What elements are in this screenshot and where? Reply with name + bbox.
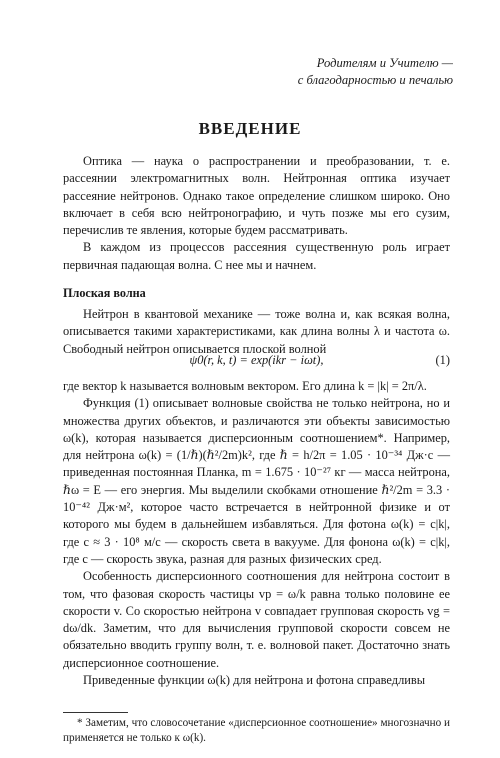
section-heading: Плоская волна (63, 286, 146, 300)
equation-row (63, 353, 450, 373)
equation-number: (1) (435, 353, 450, 367)
section-paragraph-4: Особенность дисперсионного соотношения для нейтрона состоит в том, что фазовая скорость частицы vp = ω/k равна только половине ее скорости v. Со скоростью нейтрона v совпадает групповая скорость vg = dω/dk. Заметим, что для вычисления групповой скорости совсем не обязательно вводить группу волн, т. е. волновой пакет. Достаточно знать дисперсионное соотношение. (63, 569, 450, 670)
equation: ψ0(r, k, t) = exp(ikr − iωt), (189, 353, 324, 367)
section-paragraph-1: Нейтрон в квантовой механике — тоже волна и, как всякая волна, описывается такими характеристиками, как длина волны λ и частота ω. Свободный нейтрон описывается плоской волной (63, 307, 450, 356)
intro-paragraph-2: В каждом из процессов рассеяния существенную роль играет первичная падающая волна. С нее мы и начнем. (63, 240, 450, 272)
section-text-top (63, 306, 450, 358)
footnote (63, 716, 450, 746)
intro-paragraph-1: Оптика — наука о распространении и преобразовании, т. е. рассеянии электромагнитных волн. Нейтронная оптика изучает рассеяние нейтронов. Однако такое определение слишком широко. Оно включает в себя всю нейтронографию, и чуть позже мы его сузим, перечислив те явления, которые будем рассматривать. (63, 154, 450, 238)
section-paragraph-5: Приведенные функции ω(k) для нейтрона и фотона справедливы (83, 673, 426, 688)
section-paragraph-2: где вектор k называется волновым вектором. Его длина k = |k| = 2π/λ. (63, 379, 427, 393)
section-paragraph-3: Функция (1) описывает волновые свойства не только нейтрона, но и множества других объектов, и различаются эти объекты зависимостью ω(k), которая называется дисперсионным соотношением*. Например, для нейтрона ω(k) = (1/ℏ)(ℏ²/2m)k², где ℏ = h/2π = 1.05 · 10⁻³⁴ Дж·с — приведенная постоянная Планка, m = 1.675 · 10⁻²⁷ кг — масса нейтрона, ℏω = E — его энергия. Мы выделили скобками отношение ℏ²/2m = 3.3 · 10⁻⁴² Дж·м², которое часто встречается в нейтронной физике и от которого мы будем в дальнейшем избавляться. Для фотона ω(k) = c|k|, где c ≈ 3 · 10⁸ м/с — скорость света в вакууме. Для фонона ω(k) = c|k|, где c — скорость звука, разная для разных физических сред. (63, 396, 450, 566)
intro-text (63, 153, 450, 274)
footnote-rule (63, 712, 128, 713)
epigraph (153, 55, 453, 89)
footnote-text: * Заметим, что словосочетание «дисперсионное соотношение» многозначно и применяется не только к ω(k). (63, 717, 450, 744)
epigraph-line-1: Родителям и Учителю — (316, 56, 453, 70)
section-text-body (63, 378, 450, 689)
epigraph-line-2: с благодарностью и печалью (297, 73, 453, 87)
chapter-title: ВВЕДЕНИЕ (198, 119, 302, 138)
